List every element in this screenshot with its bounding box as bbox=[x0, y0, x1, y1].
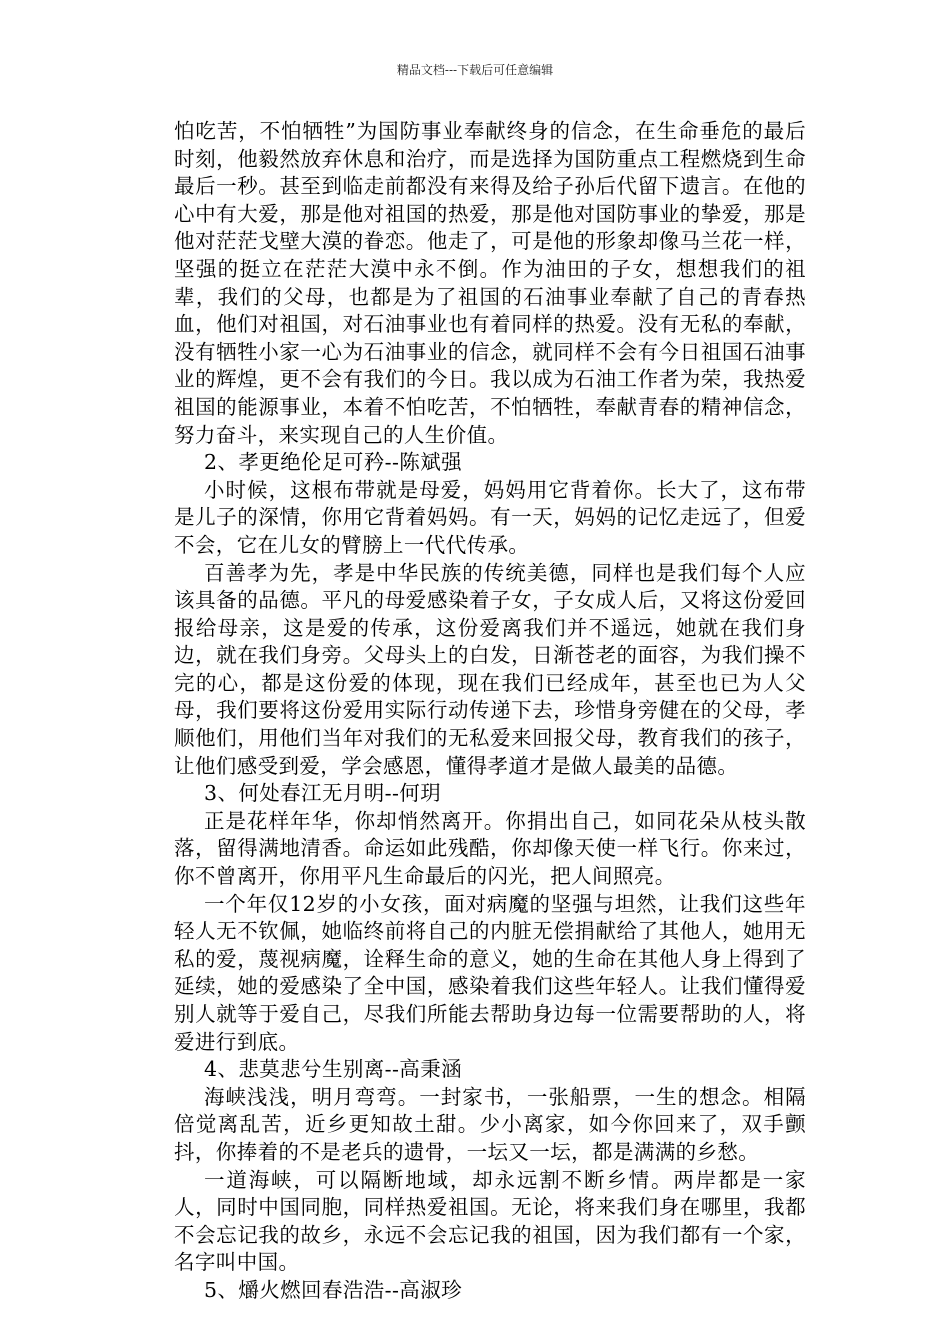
section-heading-2: 2、孝更绝伦足可矜--陈斌强 bbox=[204, 450, 462, 475]
section-heading-5: 5、爝火燃回春浩浩--高淑珍 bbox=[204, 1277, 462, 1302]
document-body bbox=[174, 118, 806, 1305]
paragraph-intro: 怕吃苦，不怕牺牲”为国防事业奉献终身的信念，在生命垂危的最后时刻，他毅然放弃休息和治疗，而是选择为国防重点工程燃烧到生命最后一秒。甚至到临走前都没有来得及给子孙后代留下遗言。在他的心中有大爱，那是他对祖国的热爱，那是他对国防事业的挚爱，那是他对茫茫戈壁大漠的眷恋。他走了，可是他的形象却像马兰花一样，坚强的挺立在茫茫大漠中永不倒。作为油田的子女，想想我们的祖辈，我们的父母，也都是为了祖国的石油事业奉献了自己的青春热血，他们对祖国，对石油事业也有着同样的热爱。没有无私的奉献，没有牺牲小家一心为石油事业的信念，就同样不会有今日祖国石油事业的辉煌，更不会有我们的今日。我以成为石油工作者为荣，我热爱祖国的能源事业，本着不怕吃苦，不怕牺牲，奉献青春的精神信念，努力奋斗，来实现自己的人生价值。 bbox=[174, 119, 806, 447]
paragraph-3a: 正是花样年华，你却悄然离开。你捐出自己，如同花朵从枝头散落，留得满地清香。命运如此残酷，你却像天使一样飞行。你来过，你不曾离开，你用平凡生命最后的闪光，把人间照亮。 bbox=[174, 808, 806, 889]
paragraph-2b: 百善孝为先，孝是中华民族的传统美德，同样也是我们每个人应该具备的品德。平凡的母爱感染着子女，子女成人后，又将这份爱回报给母亲，这是爱的传承，这份爱离我们并不遥远，她就在我们身边，就在我们身旁。父母头上的白发，日渐苍老的面容，为我们操不完的心，都是这份爱的体现，现在我们已经成年，甚至也已为人父母，我们要将这份爱用实际行动传递下去，珍惜身旁健在的父母，孝顺他们，用他们当年对我们的无私爱来回报父母，教育我们的孩子，让他们感受到爱，学会感恩，懂得孝道才是做人最美的品德。 bbox=[174, 560, 806, 778]
paragraph-2a: 小时候，这根布带就是母爱，妈妈用它背着你。长大了，这布带是儿子的深情，你用它背着妈妈。有一天，妈妈的记忆走远了，但爱不会，它在儿女的臂膀上一代代传承。 bbox=[174, 477, 806, 557]
paragraph-3b: 一个年仅12岁的小女孩，面对病魔的坚强与坦然，让我们这些年轻人无不钦佩，她临终前将自己的内脏无偿捐献给了其他人，她用无私的爱，蔑视病魔，诠释生命的意义，她的生命在其他人身上得到了延续，她的爱感染了全中国，感染着我们这些年轻人。让我们懂得爱别人就等于爱自己，尽我们所能去帮助身边每一位需要帮助的人，将爱进行到底。 bbox=[174, 891, 806, 1054]
paragraph-4b: 一道海峡，可以隔断地域，却永远割不断乡情。两岸都是一家人，同时中国同胞，同样热爱祖国。无论，将来我们身在哪里，我都不会忘记我的故乡，永远不会忘记我的祖国，因为我们都有一个家，名字叫中国。 bbox=[174, 1167, 806, 1275]
page-header: 精品文档---下载后可任意编辑 bbox=[396, 63, 554, 77]
paragraph-4a: 海峡浅浅，明月弯弯。一封家书，一张船票，一生的想念。相隔倍觉离乱苦，近乡更知故土甜。少小离家，如今你回来了，双手颤抖，你捧着的不是老兵的遗骨，一坛又一坛，都是满满的乡愁。 bbox=[174, 1084, 806, 1164]
section-heading-3: 3、何处春江无月明--何玥 bbox=[204, 781, 442, 806]
section-heading-4: 4、悲莫悲兮生别离--高秉涵 bbox=[204, 1057, 462, 1082]
